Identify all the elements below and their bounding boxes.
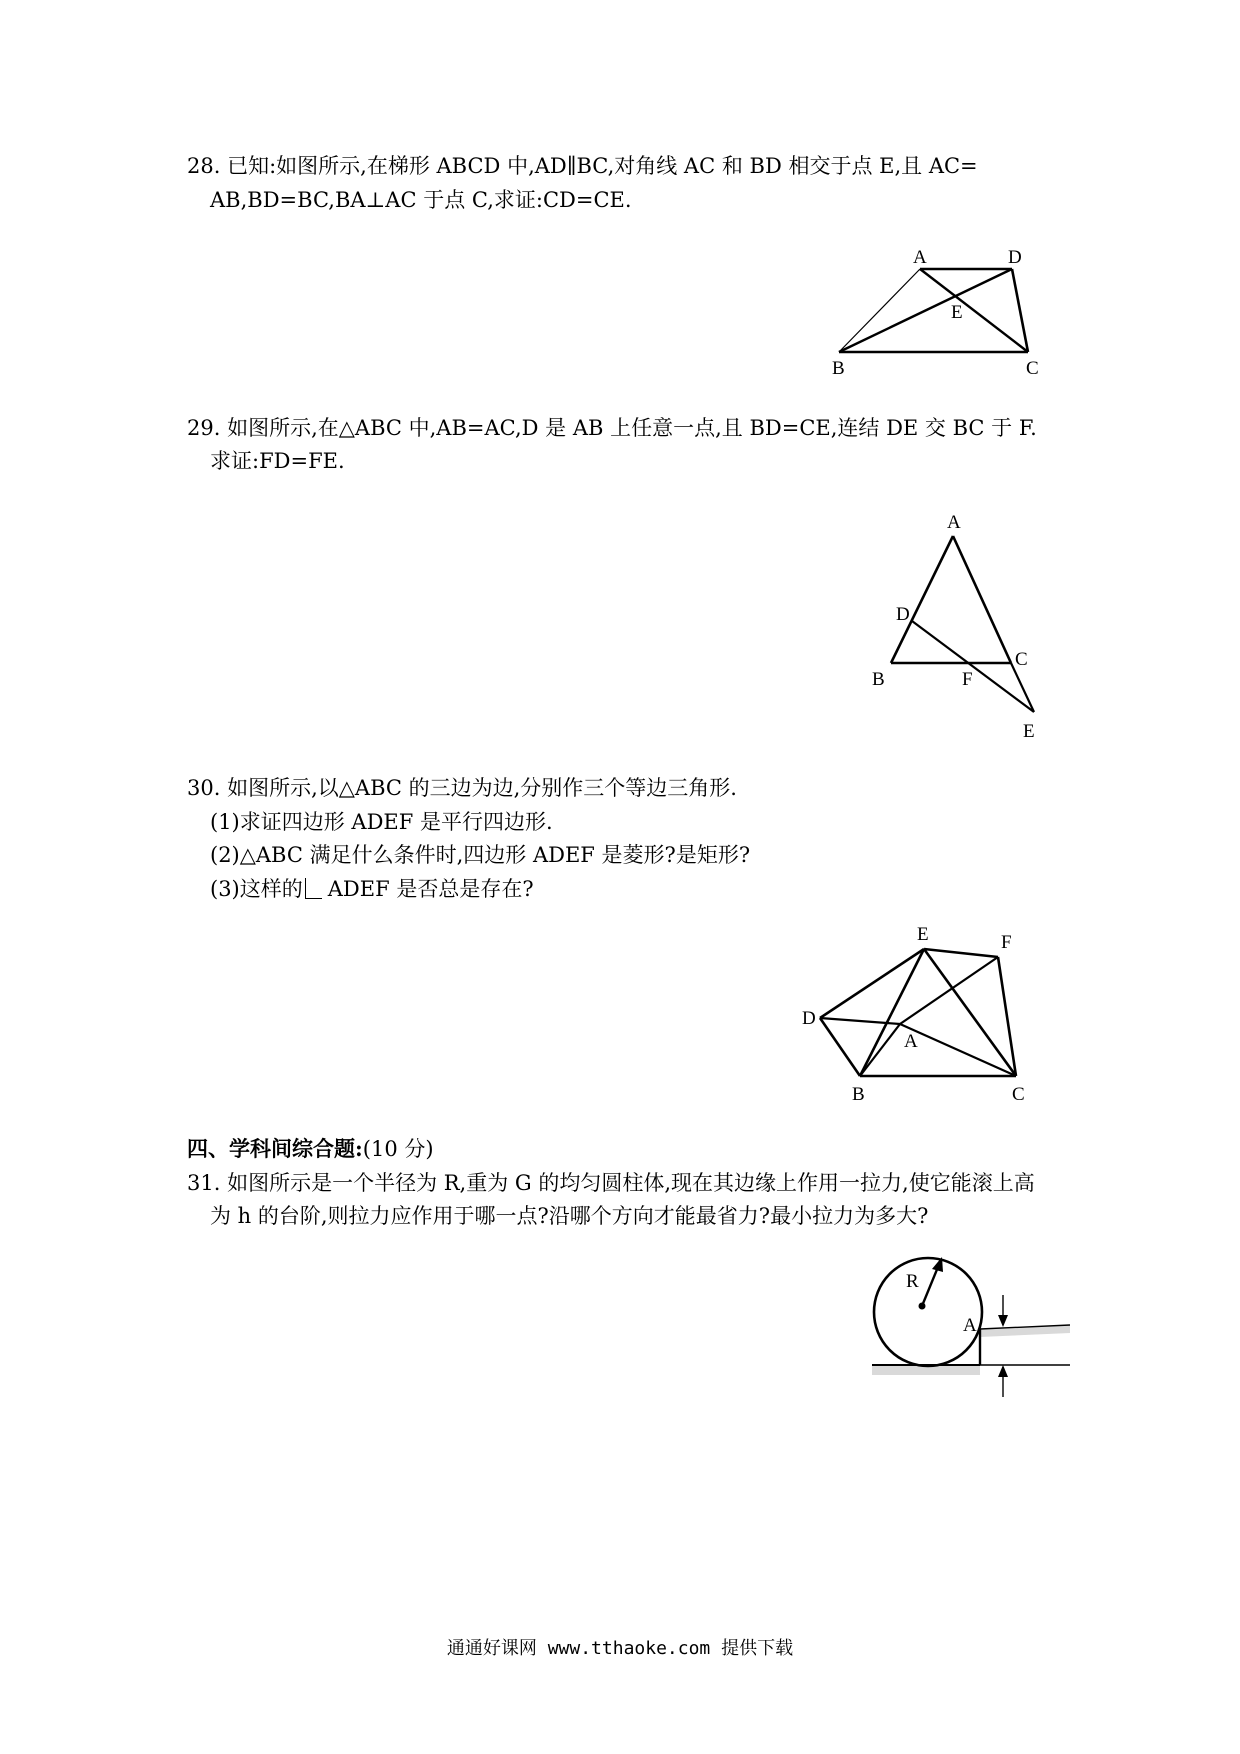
- q30-label-b: B: [852, 1084, 865, 1105]
- parallelogram-symbol-icon: [305, 878, 322, 899]
- q31-text-line1: 31. 如图所示是一个半径为 R,重为 G 的均匀圆柱体,现在其边缘上作用一拉力,使它能滚上高: [187, 1171, 1035, 1195]
- section4-heading: [187, 1134, 434, 1164]
- page-footer: 通通好课网 www.tthaoke.com 提供下载: [446, 1638, 794, 1659]
- q28-trapezoid-figure: [820, 240, 1050, 390]
- q30-item2: (2)△ABC 满足什么条件时,四边形 ADEF 是菱形?是矩形?: [210, 843, 751, 867]
- q30-label-f: F: [1001, 932, 1012, 953]
- q30-label-e: E: [917, 924, 929, 945]
- q29-text-line2: 求证:FD=FE.: [210, 449, 345, 473]
- q30-label-a: A: [904, 1031, 918, 1052]
- q28-label-a: A: [913, 247, 927, 268]
- q31-label-r: R: [906, 1271, 919, 1292]
- section4-title: 四、学科间综合题:: [187, 1136, 363, 1161]
- q31-text-line2: 为 h 的台阶,则拉力应作用于哪一点?沿哪个方向才能最省力?最小拉力为多大?: [210, 1204, 929, 1228]
- q28-text-line1: 28. 已知:如图所示,在梯形 ABCD 中,AD∥BC,对角线 AC 和 BD 相交于点 E,且 AC=: [187, 154, 978, 178]
- q28-label-c: C: [1026, 358, 1039, 379]
- q29-label-f: F: [962, 669, 973, 690]
- section4-score: (10 分): [362, 1137, 434, 1161]
- q30-item3: [210, 874, 534, 904]
- q29-label-a: A: [947, 512, 961, 533]
- q31-cylinder-step-figure: [860, 1245, 1080, 1405]
- q29-label-c: C: [1015, 649, 1028, 670]
- q30-text-line1: 30. 如图所示,以△ABC 的三边为边,分别作三个等边三角形.: [187, 776, 737, 800]
- q30-item3-prefix: (3)这样的: [210, 877, 303, 901]
- q31-label-a: A: [963, 1315, 977, 1336]
- q28-text-line2: AB,BD=BC,BA⊥AC 于点 C,求证:CD=CE.: [210, 188, 632, 212]
- q29-triangle-figure: [860, 505, 1060, 745]
- q29-label-d: D: [896, 604, 910, 625]
- q30-label-d: D: [802, 1008, 816, 1029]
- q30-item1: (1)求证四边形 ADEF 是平行四边形.: [210, 810, 553, 834]
- q29-label-b: B: [872, 669, 885, 690]
- q29-label-e: E: [1023, 721, 1035, 742]
- q28-label-e: E: [951, 302, 963, 323]
- q30-quadrilateral-figure: [800, 920, 1060, 1105]
- q28-label-d: D: [1008, 247, 1022, 268]
- q28-label-b: B: [832, 358, 845, 379]
- q30-item3-suffix: ADEF 是否总是存在?: [327, 877, 534, 901]
- q29-text-line1: 29. 如图所示,在△ABC 中,AB=AC,D 是 AB 上任意一点,且 BD=CE,连结 DE 交 BC 于 F.: [187, 416, 1037, 440]
- q30-label-c: C: [1012, 1084, 1025, 1105]
